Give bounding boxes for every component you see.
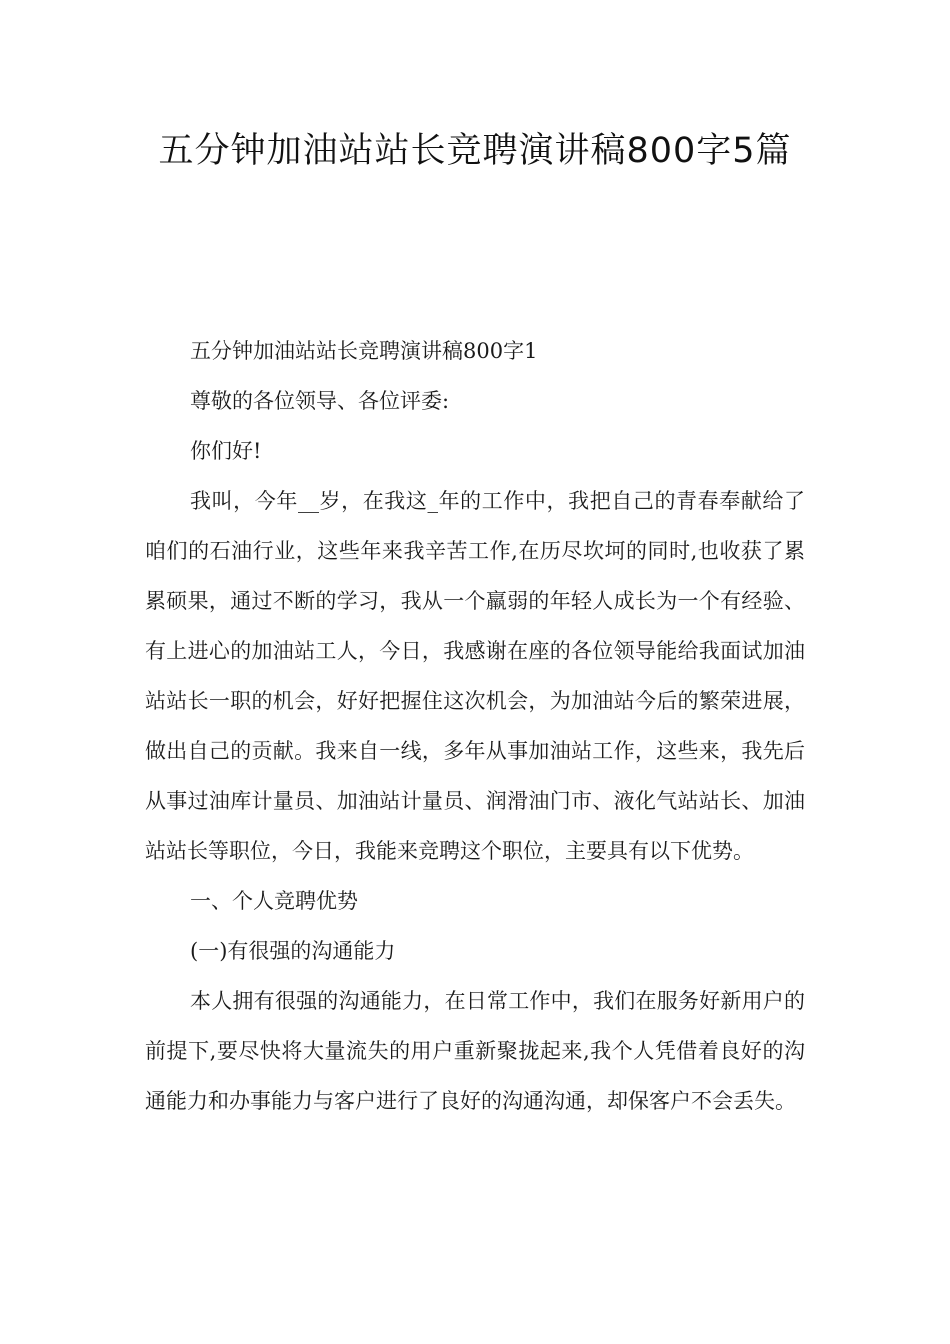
subsection-heading: 一、个人竞聘优势: [190, 889, 358, 913]
greeting: 你们好!: [190, 439, 262, 463]
subsection-heading: (一)有很强的沟通能力: [190, 939, 396, 963]
document-title: 五分钟加油站站长竞聘演讲稿800字5篇: [158, 131, 792, 171]
body-paragraph: 我叫，今年__岁，在我这_年的工作中，我把自己的青春奉献给了咱们的石油行业，这些年来我辛苦工作,在历尽坎坷的同时,也收获了累累硕果，通过不断的学习，我从一个羸弱的年轻人成长为一个有经验、有上进心的加油站工人，今日，我感谢在座的各位领导能给我面试加油站站长一职的机会，好好把握住这次机会，为加油站今后的繁荣进展，做出自己的贡献。我来自一线，多年从事加油站工作，这些来，我先后从事过油库计量员、加油站计量员、润滑油门市、液化气站站长、加油站站长等职位，今日，我能来竞聘这个职位，主要具有以下优势。: [145, 489, 805, 863]
body-paragraph: 本人拥有很强的沟通能力，在日常工作中，我们在服务好新用户的前提下,要尽快将大量流失的用户重新聚拢起来,我个人凭借着良好的沟通能力和办事能力与客户进行了良好的沟通沟通，却保客户不会丢失。: [145, 989, 805, 1113]
salutation: 尊敬的各位领导、各位评委:: [190, 389, 450, 413]
document-body: [145, 326, 805, 1126]
section-heading: 五分钟加油站站长竞聘演讲稿800字1: [190, 339, 538, 363]
